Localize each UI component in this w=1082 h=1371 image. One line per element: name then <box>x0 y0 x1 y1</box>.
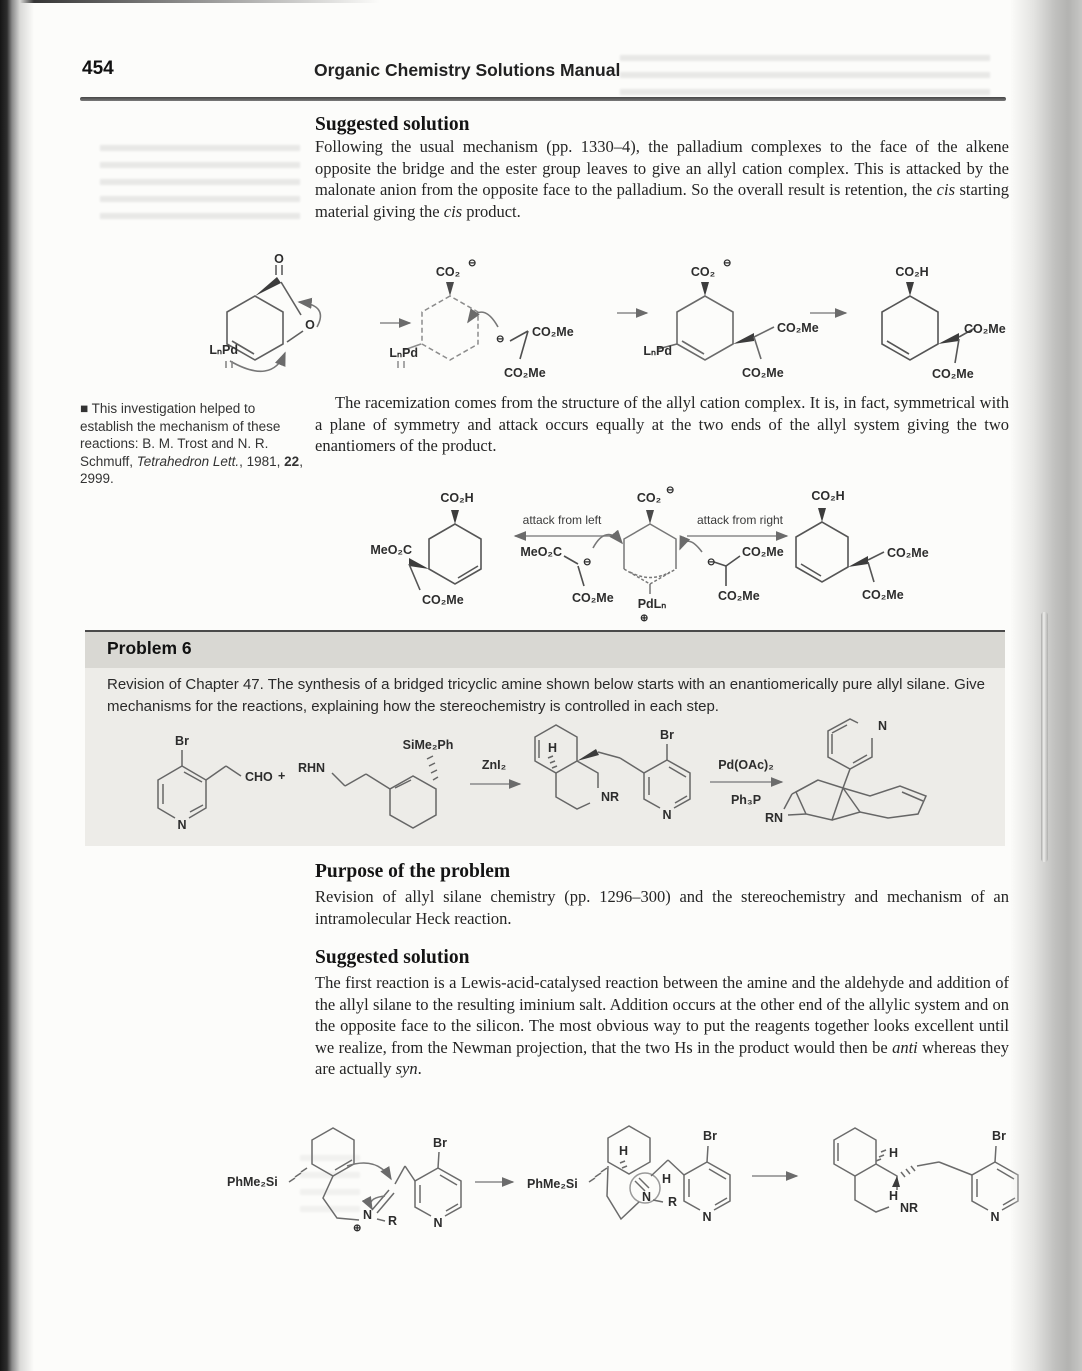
label-co2: CO₂ <box>636 491 662 505</box>
problem-6-box <box>85 630 1005 846</box>
label-co2me: CO₂Me <box>718 589 760 603</box>
minus-charge-icon: ⊖ <box>707 557 716 568</box>
square-bullet-icon: ■ <box>80 401 89 416</box>
label-h: H <box>662 1172 672 1186</box>
minus-charge-icon: ⊖ <box>723 258 732 269</box>
structure-bromopyridine-aldehyde <box>158 750 241 818</box>
problem-title: Problem 6 <box>107 638 192 658</box>
structure-left-enantiomer <box>409 510 481 590</box>
label-nr: NR <box>601 790 620 804</box>
structure-bromopyridine-2 <box>644 744 690 808</box>
structure-bicyclic-amine <box>535 725 644 809</box>
text-run: . <box>417 1059 422 1079</box>
structure-syn-product <box>834 1128 972 1212</box>
label-co2me: CO₂Me <box>422 593 464 607</box>
label-n: N <box>878 719 888 733</box>
label-co2me: CO₂Me <box>532 325 574 339</box>
structure-bromopyridine-p <box>415 1152 461 1216</box>
structure-allyl-silane-amine <box>332 756 438 828</box>
racemization-paragraph: The racemization comes from the structure of the allyl cation complex. It is, in fact, symmetrical with a plane of symmetry and attack occurs equally at the two ends of the allyl system giving the two enantiomers of the product. <box>315 393 1009 456</box>
structure-tricyclic-product <box>784 719 926 820</box>
annotation-attack-from-left: attack from left <box>522 513 602 527</box>
structure-allyl-cation-complex <box>624 510 676 594</box>
label-plus: + <box>278 769 286 783</box>
label-phme2si: PhMe₂Si <box>527 1177 578 1191</box>
label-br: Br <box>433 1136 447 1150</box>
annotation-attack-from-right: attack from right <box>696 513 784 527</box>
text-run: , 2999. <box>80 453 303 486</box>
bleed-through-artifact <box>620 55 990 97</box>
journal-title: Tetrahedron Lett. <box>136 453 240 469</box>
scheme-problem6-synthesis <box>120 716 1000 844</box>
plus-charge-icon: ⊕ <box>353 1223 362 1234</box>
label-co2me: CO₂Me <box>887 546 929 560</box>
label-h: H <box>619 1144 629 1158</box>
minus-charge-icon: ⊖ <box>666 485 675 496</box>
label-n: N <box>363 1208 373 1222</box>
problem-title-band <box>85 632 1005 668</box>
label-meo2c: MeO₂C <box>370 543 412 557</box>
label-lnpd: LₙPd <box>389 346 418 360</box>
header-rule <box>80 97 1006 101</box>
label-zni2: ZnI₂ <box>481 758 507 772</box>
label-phme2si: PhMe₂Si <box>227 1175 278 1189</box>
scan-top-edge <box>0 0 380 3</box>
text-run: The first reaction is a Lewis-acid-catalysed reaction between the amine and the aldehyde and addition of the allyl silane to the resulting iminium salt. Addition occurs at the other end of the allylic system and on the opposite face to the silicon. The most obvious way to put the reagents together looks excellent until we realize, from the Newman projection, that the two Hs in the product would then be <box>315 973 1009 1057</box>
label-br: Br <box>992 1129 1006 1143</box>
scheme-iminium-allylsilane-addition <box>225 1124 1035 1279</box>
text-run: This investigation helped to establish the mechanism of these reactions: B. M. Trost and N. R. Schmuff, <box>80 401 281 469</box>
label-n: N <box>642 1190 652 1204</box>
label-co2h: CO₂H <box>440 491 474 505</box>
label-pdoac2: Pd(OAc)₂ <box>718 758 774 772</box>
label-br: Br <box>175 734 189 748</box>
solution2-paragraph <box>315 972 1009 1080</box>
italic-syn: syn <box>395 1059 418 1079</box>
label-co2me: CO₂Me <box>572 591 614 605</box>
scan-left-edge <box>0 0 34 1371</box>
label-ph3p: Ph₃P <box>730 793 762 807</box>
label-rn: RN <box>765 811 784 825</box>
label-br: Br <box>703 1129 717 1143</box>
label-co2me: CO₂Me <box>504 366 546 380</box>
text-run: Following the usual mechanism (pp. 1330–4), the palladium complexes to the face of the alkene opposite the bridge and the ester group leaves to give an allyl cation complex. This is attacked by the malonate anion from the opposite face to the palladium. So the overall result is retention, the <box>315 137 1009 200</box>
label-co2h: CO₂H <box>895 265 929 279</box>
label-pdln: PdLₙ <box>637 597 667 611</box>
label-h: H <box>889 1189 899 1203</box>
label-n: N <box>177 818 187 832</box>
label-co2: CO₂ <box>435 265 461 279</box>
structure-malonate-anion-left <box>564 535 622 586</box>
label-carbonyl-o: O <box>274 252 284 266</box>
structure-cis-product <box>882 282 975 363</box>
label-co2me: CO₂Me <box>742 545 784 559</box>
structure-right-enantiomer <box>796 508 884 582</box>
italic-cis: cis <box>936 180 956 200</box>
italic-cis: cis <box>443 201 463 221</box>
label-r: R <box>668 1195 678 1209</box>
label-n: N <box>990 1210 1000 1224</box>
problem-statement: Revision of Chapter 47. The synthesis of a bridged tricyclic amine shown below starts with an enantiomerically pure allyl silane. Give mechanisms for the reactions, explaining how the stereochemistry is controlled in each step. <box>107 676 985 715</box>
solution1-paragraph <box>315 136 1009 222</box>
section-heading-suggested-solution: Suggested solution <box>315 114 470 135</box>
text-run: starting material giving the <box>315 180 1009 221</box>
label-co2me: CO₂Me <box>742 366 784 380</box>
label-co2: CO₂ <box>690 265 716 279</box>
label-nr: NR <box>900 1201 919 1215</box>
label-meo2c: MeO₂C <box>520 545 562 559</box>
label-cho: CHO <box>245 770 273 784</box>
page-number: 454 <box>82 58 114 79</box>
structure-pd-alkene-diester <box>658 282 774 360</box>
label-h: H <box>548 741 558 755</box>
minus-charge-icon: ⊖ <box>496 334 505 345</box>
label-br: Br <box>660 728 674 742</box>
label-r: R <box>388 1214 398 1228</box>
scheme-symmetric-allyl-cation <box>350 482 1010 624</box>
label-lnpd: LₙPd <box>209 343 238 357</box>
text-run: whereas they are actually <box>315 1037 1009 1079</box>
label-co2me: CO₂Me <box>964 322 1006 336</box>
text-run: , 1981, <box>239 453 285 469</box>
minus-charge-icon: ⊖ <box>583 557 592 568</box>
structure-silyl-iminium <box>289 1128 415 1221</box>
minus-charge-icon: ⊖ <box>468 258 477 269</box>
plus-charge-icon: ⊕ <box>640 613 649 624</box>
label-n: N <box>433 1216 443 1230</box>
label-rhn: RHN <box>298 761 326 775</box>
scheme-allylic-alkylation-mechanism <box>80 243 1010 398</box>
label-ester-o: O <box>305 318 315 332</box>
label-co2h: CO₂H <box>811 489 845 503</box>
bleed-through-artifact <box>100 145 300 225</box>
section-heading-purpose: Purpose of the problem <box>315 861 511 882</box>
label-sime2ph: SiMe₂Ph <box>402 738 454 752</box>
label-n: N <box>662 808 672 822</box>
purpose-paragraph: Revision of allyl silane chemistry (pp. 1296–300) and the stereochemistry and mechanism of an intramolecular Heck reaction. <box>315 887 1009 928</box>
volume-number: 22 <box>284 453 300 469</box>
scan-page-edge-highlight <box>1041 612 1048 862</box>
running-title: Organic Chemistry Solutions Manual <box>314 60 621 80</box>
section-heading-suggested-solution: Suggested solution <box>315 947 470 968</box>
label-co2me: CO₂Me <box>777 321 819 335</box>
label-n: N <box>702 1210 712 1224</box>
italic-anti: anti <box>892 1037 918 1057</box>
margin-note-reference <box>80 400 308 488</box>
label-lnpd: LₙPd <box>643 344 672 358</box>
label-co2me: CO₂Me <box>862 588 904 602</box>
text-run: product. <box>462 201 521 221</box>
label-co2me: CO₂Me <box>932 367 974 381</box>
structure-bromopyridine-q <box>684 1146 730 1210</box>
label-h: H <box>889 1146 899 1160</box>
